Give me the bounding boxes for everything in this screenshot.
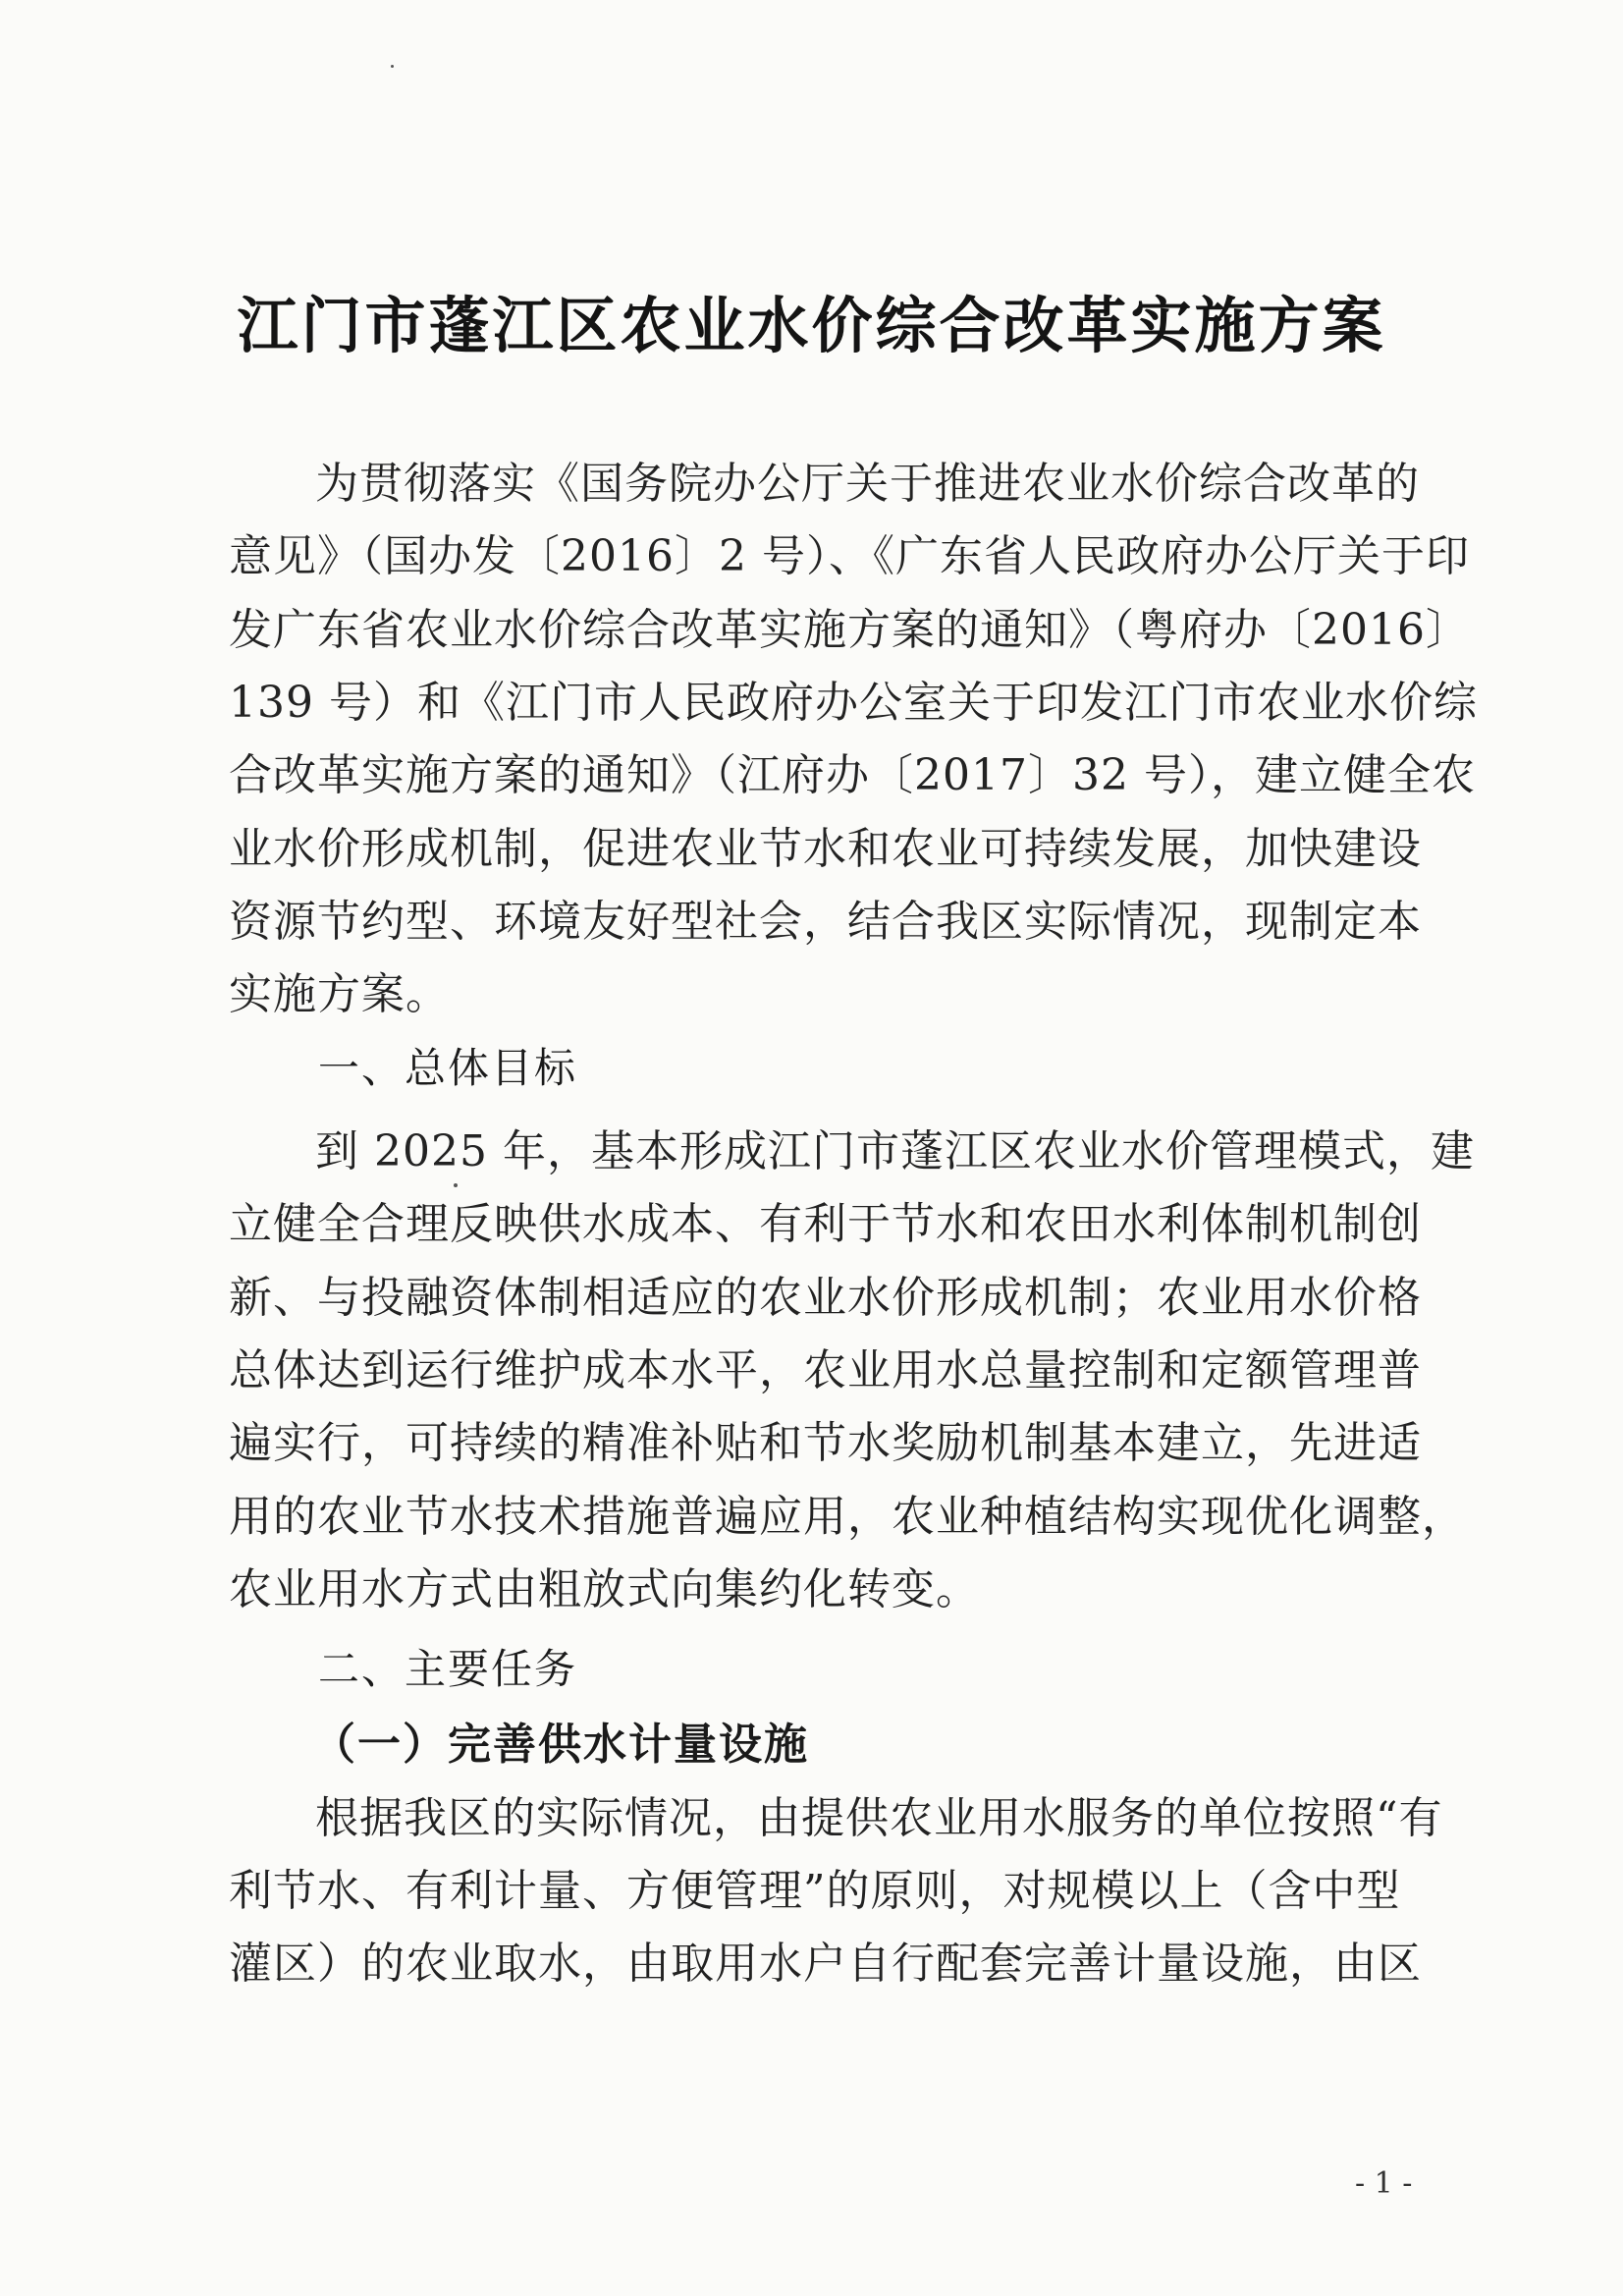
section1-line: 到 2025 年，基本形成江门市蓬江区农业水价管理模式，建 (315, 1126, 1475, 1176)
section1-line: 农业用水方式由粗放式向集约化转变。 (229, 1564, 980, 1614)
intro-line: 业水价形成机制，促进农业节水和农业可持续发展，加快建设 (229, 824, 1422, 874)
intro-line: 发广东省农业水价综合改革实施方案的通知》（粤府办〔2016〕 (229, 605, 1470, 655)
section-heading: 二、主要任务 (318, 1645, 578, 1693)
section1-line: 总体达到运行维护成本水平，农业用水总量控制和定额管理普 (229, 1345, 1422, 1395)
intro-line: 资源节约型、环境友好型社会，结合我区实际情况，现制定本 (229, 897, 1422, 947)
section1-line: 新、与投融资体制相适应的农业水价形成机制；农业用水价格 (229, 1273, 1422, 1323)
section-heading: 一、总体目标 (318, 1044, 578, 1092)
intro-line: 为贯彻落实《国务院办公厅关于推进农业水价综合改革的 (315, 459, 1420, 509)
intro-line: 139 号）和《江门市人民政府办公室关于印发江门市农业水价综 (229, 678, 1478, 728)
document-title: 江门市蓬江区农业水价综合改革实施方案 (237, 290, 1386, 361)
section1-line: 遍实行，可持续的精准补贴和节水奖励机制基本建立，先进适 (229, 1418, 1422, 1468)
section1-line: 用的农业节水技术措施普遍应用，农业种植结构实现优化调整， (229, 1492, 1466, 1542)
scan-speck (391, 65, 394, 68)
subsection-heading: （一）完善供水计量设施 (312, 1720, 809, 1770)
subsection-line: 灌区）的农业取水，由取用水户自行配套完善计量设施，由区 (229, 1939, 1422, 1989)
intro-line: 合改革实施方案的通知》（江府办〔2017〕32 号），建立健全农 (229, 750, 1476, 800)
subsection-line: 根据我区的实际情况，由提供农业用水服务的单位按照“有 (315, 1793, 1443, 1843)
scan-speck (454, 1183, 458, 1187)
page-number: - 1 - (1355, 2166, 1413, 2201)
section1-line: 立健全合理反映供水成本、有利于节水和农田水利体制机制创 (229, 1199, 1422, 1249)
subsection-line: 利节水、有利计量、方便管理”的原则，对规模以上（含中型 (229, 1866, 1401, 1916)
intro-line: 实施方案。 (229, 969, 450, 1019)
intro-line: 意见》（国办发〔2016〕2 号）、《广东省人民政府办公厅关于印 (229, 531, 1470, 581)
